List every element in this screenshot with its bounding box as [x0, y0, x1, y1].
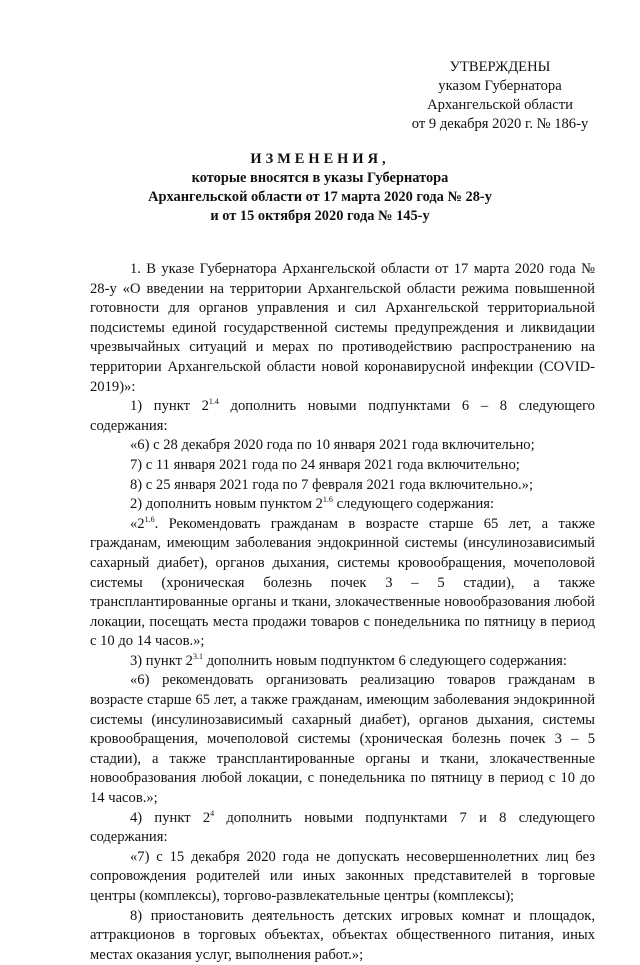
- paragraph-5: 8) с 25 января 2021 года по 7 февраля 2021 года включительно.»;: [130, 476, 534, 493]
- approval-line-1: УТВЕРЖДЕНЫ: [449, 59, 551, 75]
- approval-stamp: [395, 58, 605, 134]
- paragraph-9: «6) рекомендовать организовать реализацию товаров гражданам в возрасте старше 65 лет, а также гражданам, имеющим заболевания эндокринной системы (инсулинозависимый сахарный диабет), органов дыхания, системы кровообращения, мочеполовой системы (хроническая болезнь почек 3 – 5 стадии), а также трансплантированные органы и ткани, злокачественные новообразования любой локации, с понедельника по пятницу в период с 10 до 14 часов.»;: [90, 672, 595, 807]
- paragraph-10-sup: 4: [210, 808, 215, 818]
- document-title: [90, 150, 550, 226]
- paragraph-3: «6) с 28 декабря 2020 года по 10 января 2021 года включительно;: [130, 437, 535, 454]
- paragraph-2-text-end: дополнить новыми подпунктами 6 – 8 следующего содержания:: [90, 398, 595, 434]
- paragraph-2: [90, 397, 595, 436]
- paragraph-6-text-end: следующего содержания:: [332, 496, 495, 513]
- paragraph-7-text-end: . Рекомендовать гражданам в возрасте старше 65 лет, а также гражданам, имеющим заболевания эндокринной системы (инсулинозависимый сахарный диабет), органов дыхания, системы кровообращения, мочеполовой системы (хроническая болезнь почек 3 – 5 стадии), а также трансплантированные органы и ткани, злокачественные новообразования любой локации, посещать места продажи товаров с понедельника по пятницу в период с 10 до 14 часов.»;: [90, 515, 595, 650]
- paragraph-7-text: «2: [130, 515, 145, 532]
- paragraph-10-text-end: дополнить новыми подпунктами 7 и 8 следующего содержания:: [90, 809, 595, 846]
- paragraph-2-sup: 1.4: [208, 397, 219, 407]
- paragraph-8-sup: 3.1: [192, 651, 203, 661]
- title-line-4: и от 15 октября 2020 года № 145-у: [210, 208, 430, 224]
- paragraph-10: [90, 809, 595, 848]
- paragraph-7: [90, 515, 595, 652]
- paragraph-10-text: 4) пункт 2: [130, 809, 211, 826]
- paragraph-6-text: 2) дополнить новым пунктом 2: [130, 496, 323, 513]
- paragraph-8: [90, 652, 595, 672]
- paragraph-4: 7) с 11 января 2021 года по 24 января 2021 года включительно;: [130, 456, 520, 473]
- paragraph-8-text-end: дополнить новым подпунктом 6 следующего содержания:: [202, 652, 567, 669]
- approval-line-3: Архангельской области: [427, 97, 573, 113]
- paragraph-8-text: 3) пункт 2: [130, 652, 193, 669]
- paragraph-2-text: 1) пункт 2: [130, 398, 209, 415]
- approval-line-2: указом Губернатора: [438, 78, 562, 94]
- title-main: ИЗМЕНЕНИЯ,: [250, 151, 390, 167]
- paragraph-1: 1. В указе Губернатора Архангельской области от 17 марта 2020 года № 28-у «О введении на территории Архангельской области режима повышенной готовности для органов управления и сил Архангельской территориальной подсистемы единой государственной системы предупреждения и ликвидации чрезвычайных ситуаций и мерах по противодействию распространению на территории Архангельской области новой коронавирусной инфекции (COVID-2019)»:: [90, 261, 595, 395]
- paragraph-7-sup: 1.6: [144, 514, 155, 524]
- paragraph-6: [90, 495, 595, 515]
- approval-line-4: от 9 декабря 2020 г. № 186-у: [411, 116, 589, 132]
- paragraph-6-sup: 1.6: [322, 495, 333, 505]
- paragraph-11: «7) с 15 декабря 2020 года не допускать несовершеннолетних лиц без сопровождения родителей или иных законных представителей в торговые центры (комплексы), торгово-развлекательные центры (комплексы);: [90, 848, 595, 904]
- title-line-3: Архангельской области от 17 марта 2020 года № 28-у: [148, 189, 492, 205]
- paragraph-12: 8) приостановить деятельность детских игровых комнат и площадок, аттракционов в торговых объектах, объектах общественного питания, иных местах оказания услуг, выполнения работ.»;: [90, 907, 595, 963]
- title-line-2: которые вносятся в указы Губернатора: [191, 170, 449, 186]
- document-body: [90, 260, 595, 965]
